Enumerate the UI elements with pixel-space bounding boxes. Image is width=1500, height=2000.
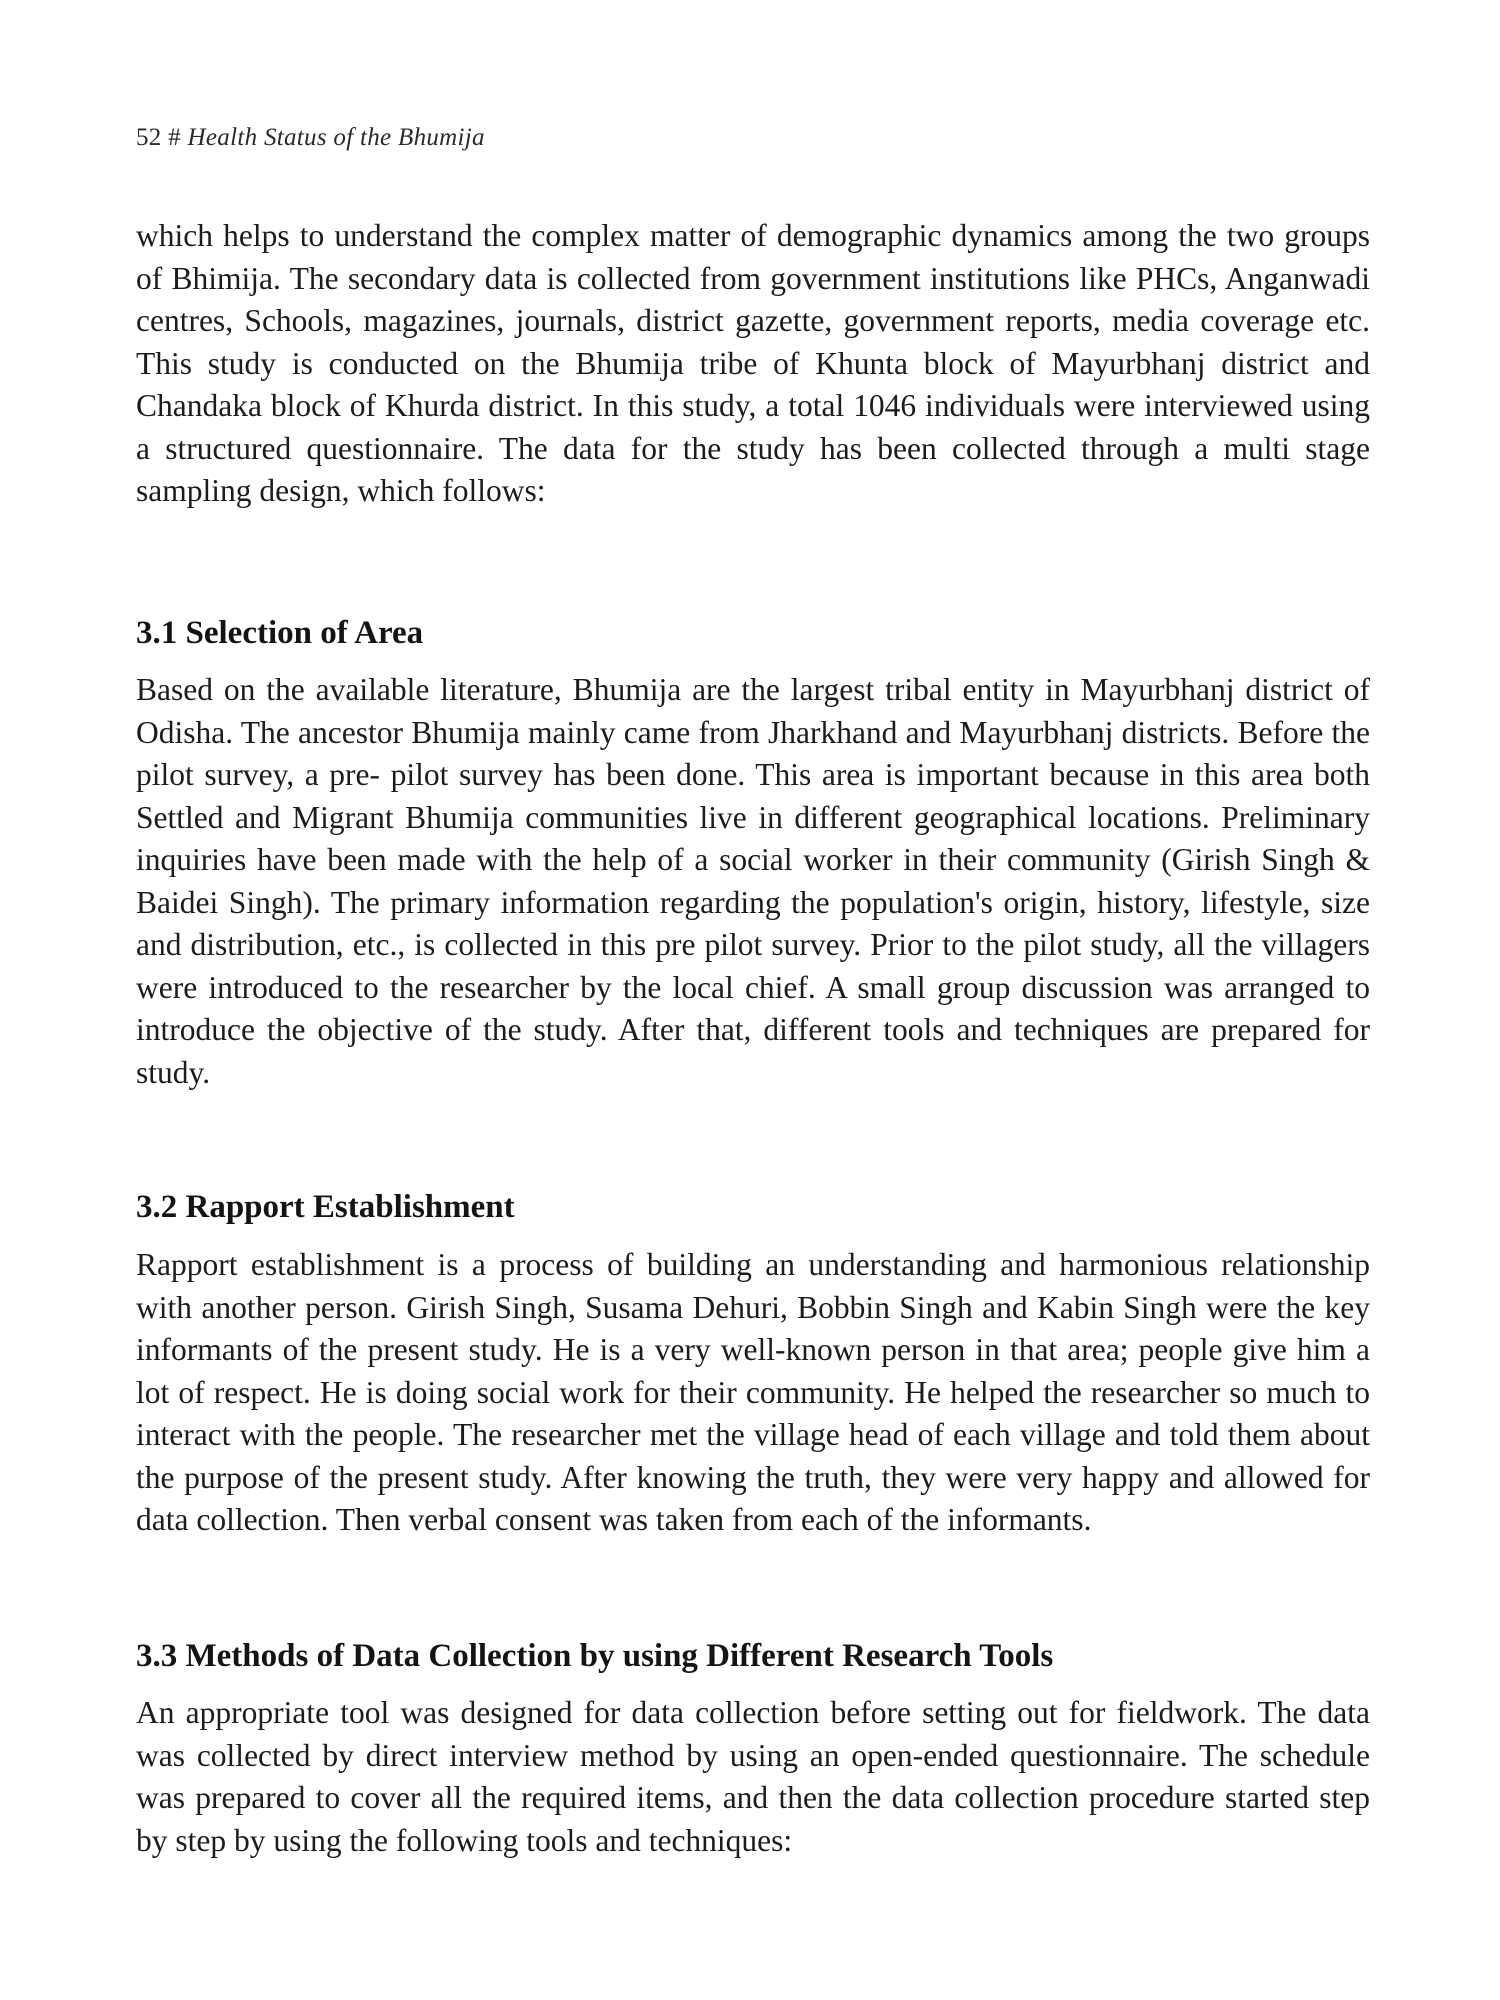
section-heading-methods-of-data-collection: 3.3 Methods of Data Collection by using Different Research Tools (136, 1638, 1054, 1674)
book-page (136, 0, 1370, 2000)
intro-paragraph: which helps to understand the complex matter of demographic dynamics among the two groups of Bhimija. The secondary data is collected from government institutions like PHCs, Anganwadi centres, Schools, magazines, journals, district gazette, government reports, media coverage etc. This study is conducted on the Bhumija tribe of Khunta block of Mayurbhanj district and Chandaka block of Khurda district. In this study, a total 1046 individuals were interviewed using a structured questionnaire. The data for the study has been collected through a multi stage sampling design, which follows: (136, 218, 1370, 508)
running-head-separator: # (168, 124, 181, 151)
section-body-methods-of-data-collection: An appropriate tool was designed for data collection before setting out for fieldwork. The data was collected by direct interview method by using an open-ended questionnaire. The schedule was prepared to cover all the required items, and then the data collection procedure started step by step by using the following tools and techniques: (136, 1695, 1370, 1858)
book-title: Health Status of the Bhumija (187, 124, 485, 151)
section-heading-rapport-establishment: 3.2 Rapport Establishment (136, 1189, 515, 1225)
page-number: 52 (136, 124, 162, 151)
section-body-rapport-establishment: Rapport establishment is a process of building an understanding and harmonious relationship with another person. Girish Singh, Susama Dehuri, Bobbin Singh and Kabin Singh were the key informants of the present study. He is a very well-known person in that area; people give him a lot of respect. He is doing social work for their community. He helped the researcher so much to interact with the people. The researcher met the village head of each village and told them about the purpose of the present study. After knowing the truth, they were very happy and allowed for data collection. Then verbal consent was taken from each of the informants. (136, 1247, 1370, 1537)
section-body-selection-of-area: Based on the available literature, Bhumija are the largest tribal entity in Mayurbhanj district of Odisha. The ancestor Bhumija mainly came from Jharkhand and Mayurbhanj districts. Before the pilot survey, a pre- pilot survey has been done. This area is important because in this area both Settled and Migrant Bhumija communities live in different geographical locations. Preliminary inquiries have been made with the help of a social worker in their community (Girish Singh & Baidei Singh). The primary information regarding the population's origin, history, lifestyle, size and distribution, etc., is collected in this pre pilot survey. Prior to the pilot study, all the villagers were introduced to the researcher by the local chief. A small group discussion was arranged to introduce the objective of the study. After that, different tools and techniques are prepared for study. (136, 672, 1370, 1090)
running-head (136, 124, 485, 152)
section-heading-selection-of-area: 3.1 Selection of Area (136, 615, 424, 651)
